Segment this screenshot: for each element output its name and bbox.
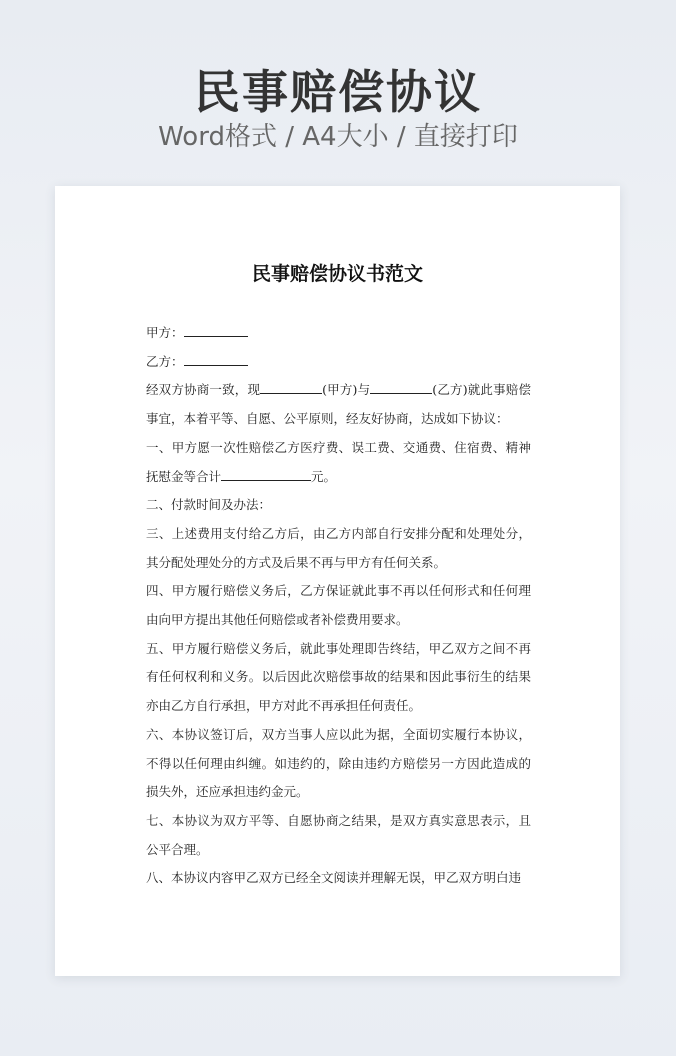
clause-6: 六、本协议签订后，双方当事人应以此为据，全面切实履行本协议，不得以任何理由纠缠。如违约的，除由违约方赔偿另一方因此造成的损失外，还应承担违约金元。 [146,726,531,800]
clause-3: 三、上述费用支付给乙方后，由乙方内部自行安排分配和处理处分，其分配处理处分的方式及后果不再与甲方有任何关系。 [146,525,531,570]
clause-4: 四、甲方履行赔偿义务后，乙方保证就此事不再以任何形式和任何理由向甲方提出其他任何赔偿或者补偿费用要求。 [146,583,531,628]
document-page [55,186,620,976]
party-b-label: 乙方： [146,353,184,369]
amount-blank [221,465,311,481]
clause-1-text: 一、甲方愿一次性赔偿乙方医疗费、误工费、交通费、住宿费、精神抚慰金等合计 [146,439,531,484]
banner-subtitle: Word格式 / A4大小 / 直接打印 [158,122,518,152]
paragraph-intro [146,376,531,433]
clause-5: 五、甲方履行赔偿义务后，就此事处理即告终结，甲乙双方之间不再有任何权利和义务。以后因此次赔偿事故的结果和因此事衍生的结果亦由乙方自行承担，甲方对此不再承担任何责任。 [146,640,531,714]
intro-text-1: 经双方协商一致，现 [146,382,261,398]
intro-text-2: (甲方)与 [322,382,371,398]
clause-7: 七、本协议为双方平等、自愿协商之结果，是双方真实意思表示，且公平合理。 [146,812,531,857]
document-title: 民事赔偿协议书范文 [251,263,423,285]
party-a-name-blank [260,378,322,394]
party-b-line [146,348,531,377]
clause-8: 八、本协议内容甲乙双方已经全文阅读并理解无误，甲乙双方明白违 [146,870,522,886]
party-a-label: 甲方： [146,325,184,340]
party-b-blank [184,350,248,366]
document-body [146,319,531,893]
clause-2: 二、付款时间及办法： [146,497,272,513]
party-a-line [146,319,531,348]
intro-text-3: (乙方)就此事赔偿事宜，本着平等、自愿、公平原则，经友好协商，达成如下协议： [146,382,531,427]
banner-title: 民事赔偿协议 [194,65,482,119]
clause-1 [146,434,531,491]
party-b-name-blank [370,378,432,394]
party-a-blank [184,321,248,337]
clause-1-unit: 元。 [311,468,337,484]
